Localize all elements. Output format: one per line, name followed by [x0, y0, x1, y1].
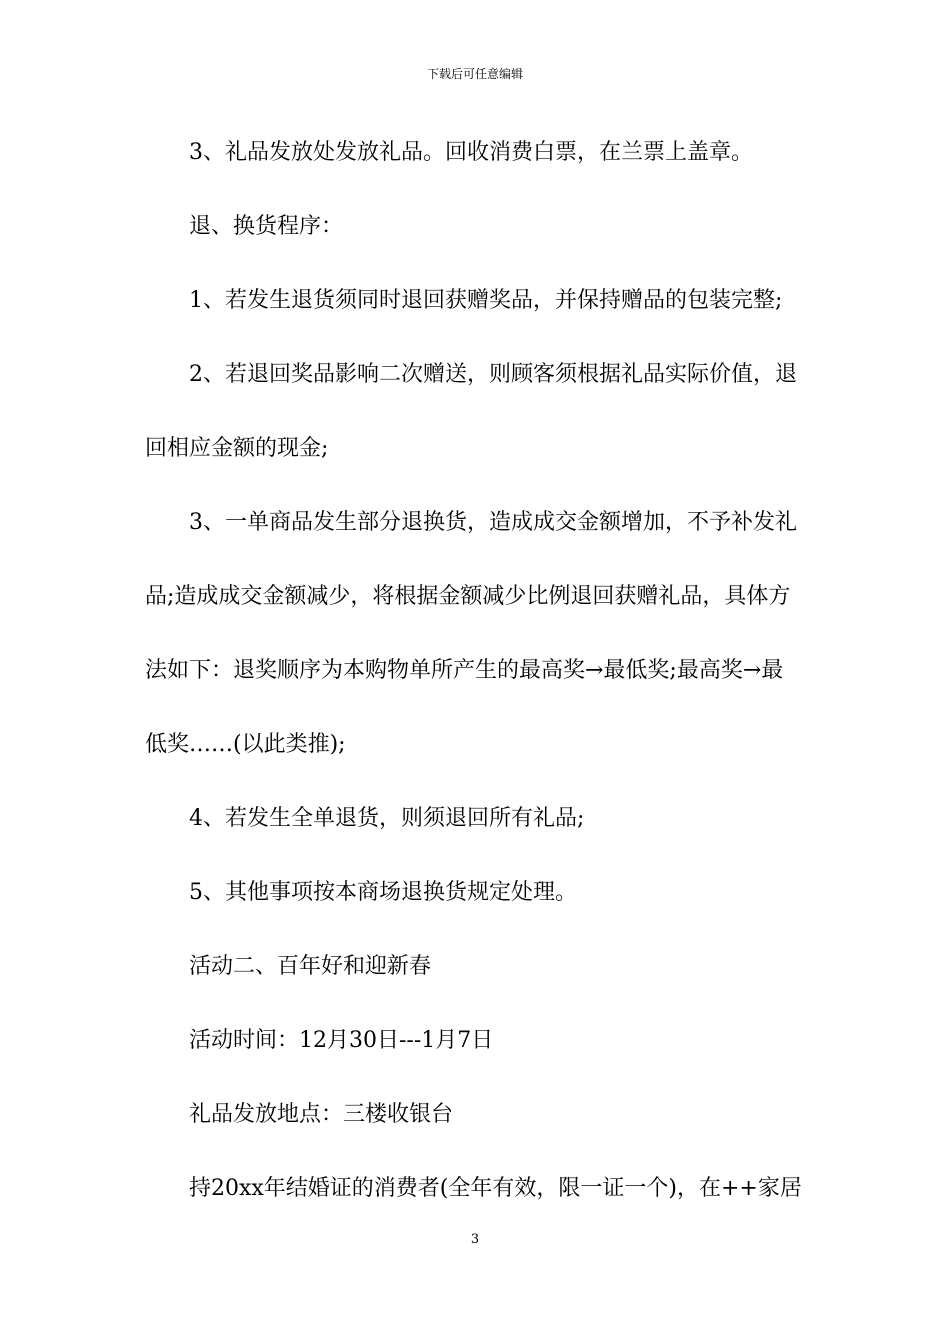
paragraph-line: 礼品发放地点：三楼收银台 [189, 1102, 454, 1127]
paragraph-line: 持20xx年结婚证的消费者(全年有效，限一证一个)，在++家居 [189, 1176, 802, 1201]
paragraph-line: 回相应金额的现金; [145, 436, 329, 461]
page-header: 下载后可任意编辑 [426, 67, 523, 81]
page-number: 3 [470, 1232, 480, 1247]
paragraph-line: 5、其他事项按本商场退换货规定处理。 [189, 880, 577, 905]
paragraph-line: 退、换货程序： [189, 214, 344, 239]
paragraph-line: 1、若发生退货须同时退回获赠奖品，并保持赠品的包装完整; [189, 288, 783, 313]
paragraph-line: 活动时间：12月30日---1月7日 [189, 1028, 494, 1053]
paragraph-line: 法如下：退奖顺序为本购物单所产生的最高奖→最低奖;最高奖→最 [145, 658, 784, 683]
paragraph-line: 2、若退回奖品影响二次赠送，则顾客须根据礼品实际价值，退 [189, 362, 797, 387]
paragraph-line: 3、礼品发放处发放礼品。回收消费白票，在兰票上盖章。 [189, 140, 753, 165]
paragraph-line: 低奖……(以此类推); [145, 732, 346, 757]
paragraph-line: 3、一单商品发生部分退换货，造成成交金额增加，不予补发礼 [189, 510, 797, 535]
paragraph-line: 品;造成成交金额减少，将根据金额减少比例退回获赠礼品，具体方 [145, 584, 791, 609]
section-heading: 活动二、百年好和迎新春 [189, 954, 432, 979]
paragraph-line: 4、若发生全单退货，则须退回所有礼品; [189, 806, 585, 831]
